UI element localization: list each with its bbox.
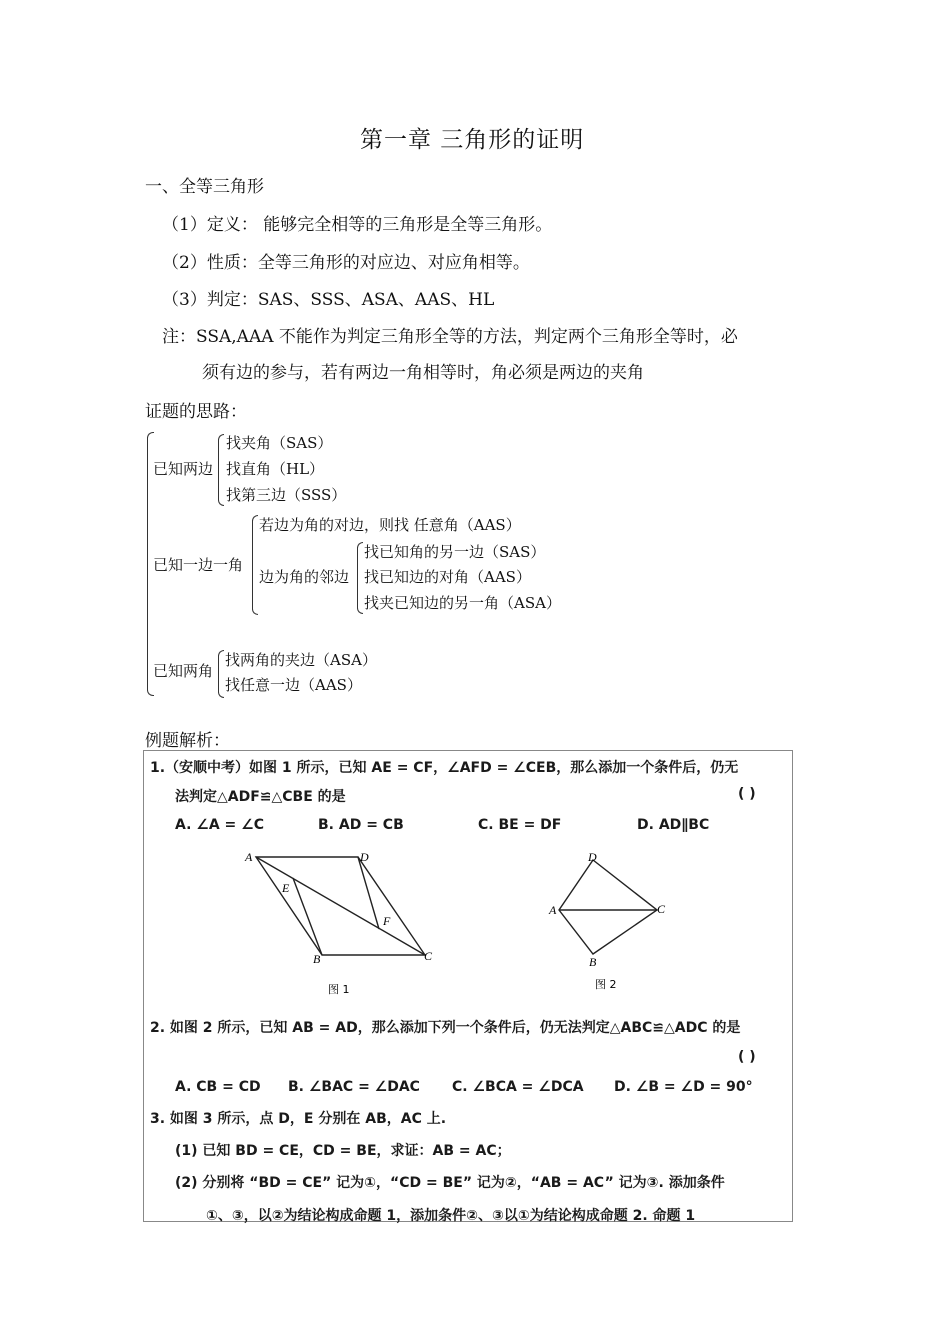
point-label-e: E xyxy=(282,881,290,895)
adjacent-side-label: 边为角的邻边 xyxy=(259,568,350,586)
point-label-d: D xyxy=(360,850,369,864)
problem-1-option: A. ∠A = ∠C xyxy=(175,817,264,833)
adjacent-item: 找已知边的对角（AAS） xyxy=(364,568,531,586)
page-title: 第一章 三角形的证明 xyxy=(360,127,585,153)
problem-1-option: C. BE = DF xyxy=(478,817,562,833)
problem-1-option: B. AD = CB xyxy=(318,817,404,833)
opposite-side-line: 若边为角的对边，则找 任意角（AAS） xyxy=(259,516,521,534)
section-heading: 一、全等三角形 xyxy=(145,177,264,197)
adjacent-brace xyxy=(357,542,363,614)
note-line-2: 须有边的参与，若有两边一角相等时，角必须是两边的夹角 xyxy=(202,363,644,383)
problem-1-line-1: 1.（安顺中考）如图 1 所示，已知 AE = CF，∠AFD = ∠CEB，那么添加一个条件后，仍无 xyxy=(150,760,739,776)
two-angles-brace xyxy=(218,650,224,698)
problem-1-option: D. AD∥BC xyxy=(637,817,710,833)
two-sides-item: 找夹角（SAS） xyxy=(226,434,333,452)
problem-2-option: B. ∠BAC = ∠DAC xyxy=(288,1079,420,1095)
point-label-b: B xyxy=(313,952,321,966)
problem-3-line-1: 3. 如图 3 所示，点 D，E 分别在 AB，AC 上. xyxy=(150,1111,447,1127)
point-label-f: F xyxy=(383,914,391,928)
problem-1-line-2: 法判定△ADF≌△CBE 的是 xyxy=(175,789,346,805)
criteria-line: （3）判定：SAS、SSS、ASA、AAS、HL xyxy=(162,290,495,310)
problem-2-option: C. ∠BCA = ∠DCA xyxy=(452,1079,584,1095)
figure-1-caption: 图 1 xyxy=(328,983,350,996)
two-angles-item: 找两角的夹边（ASA） xyxy=(225,651,377,669)
adjacent-item: 找夹已知边的另一角（ASA） xyxy=(364,594,561,612)
figure-1 xyxy=(240,845,440,1000)
problem-3-part-2-line-1: (2) 分别将 “BD = CE” 记为①，“CD = BE” 记为②，“AB = AC” 记为③. 添加条件 xyxy=(175,1175,725,1191)
figure-2-caption: 图 2 xyxy=(595,978,617,991)
point-label-c: C xyxy=(657,902,666,916)
problem-3-part-1: (1) 已知 BD = CE，CD = BE，求证：AB = AC； xyxy=(175,1143,511,1159)
point-label-b: B xyxy=(589,955,597,969)
problem-2-line-1: 2. 如图 2 所示，已知 AB = AD，那么添加下列一个条件后，仍无法判定△ABC≌△ADC 的是 xyxy=(150,1020,741,1036)
point-label-a: A xyxy=(245,850,253,864)
point-label-d: D xyxy=(588,850,597,864)
side-angle-brace xyxy=(252,515,258,615)
property-line: （2）性质：全等三角形的对应边、对应角相等。 xyxy=(162,253,530,273)
two-sides-brace xyxy=(218,434,224,506)
definition-line: （1）定义： 能够完全相等的三角形是全等三角形。 xyxy=(162,215,553,235)
note-line-1: 注：SSA,AAA 不能作为判定三角形全等的方法，判定两个三角形全等时，必 xyxy=(162,327,738,347)
two-angles-label: 已知两角 xyxy=(153,662,214,680)
two-sides-item: 找直角（HL） xyxy=(226,460,325,478)
problem-3-part-2-line-2: ①、③，以②为结论构成命题 1，添加条件②、③以①为结论构成命题 2. 命题 1 xyxy=(206,1208,696,1224)
two-sides-item: 找第三边（SSS） xyxy=(226,486,347,504)
point-label-c: C xyxy=(424,949,433,963)
problem-2-option: A. CB = CD xyxy=(175,1079,261,1095)
problem-2-option: D. ∠B = ∠D = 90° xyxy=(614,1079,753,1095)
figure-2 xyxy=(545,848,675,993)
two-angles-item: 找任意一边（AAS） xyxy=(225,676,362,694)
two-sides-label: 已知两边 xyxy=(153,460,214,478)
examples-heading: 例题解析： xyxy=(145,731,230,751)
problem-1-answer-paren: ( ) xyxy=(738,786,756,802)
problem-2-answer-paren: ( ) xyxy=(738,1049,756,1065)
side-angle-label: 已知一边一角 xyxy=(153,556,244,574)
approach-heading: 证题的思路： xyxy=(145,402,247,422)
adjacent-item: 找已知角的另一边（SAS） xyxy=(364,543,546,561)
point-label-a: A xyxy=(549,903,557,917)
